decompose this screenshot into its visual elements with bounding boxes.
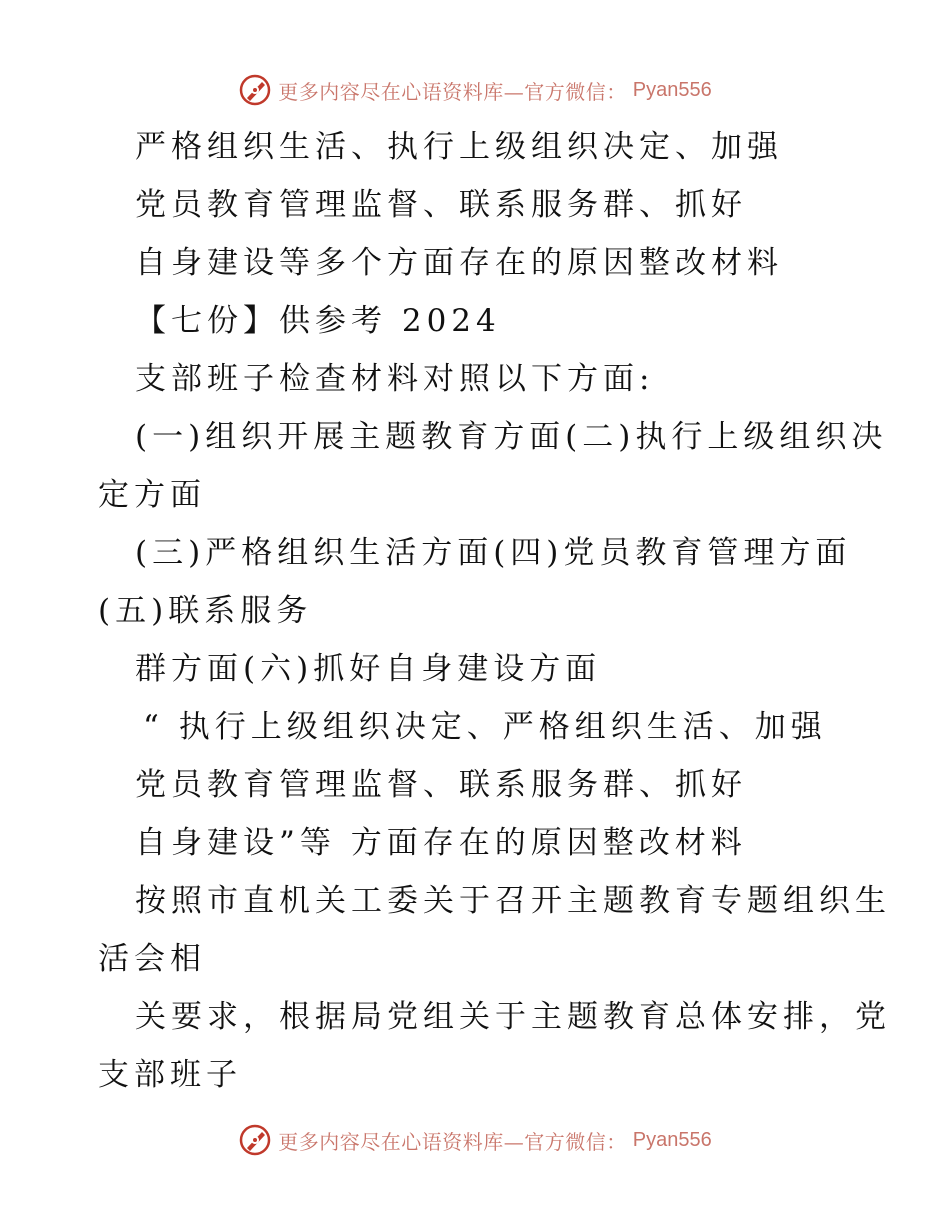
watermark-text: 更多内容尽在心语资料库—官方微信： [278, 1129, 627, 1154]
pen-logo-icon [238, 73, 272, 107]
pen-logo-icon [238, 1123, 272, 1157]
document-body [98, 118, 891, 1104]
text-line: 自身建设”等 方面存在的原因整改材料 [135, 825, 747, 861]
watermark-text: 更多内容尽在心语资料库—官方微信： [278, 79, 627, 104]
text-line: 党员教育管理监督、联系服务群、抓好 [135, 187, 747, 223]
text-line: (五)联系服务 [98, 593, 313, 629]
watermark-handle: Pyan556 [632, 78, 712, 101]
text-line: 自身建设等多个方面存在的原因整改材料 [135, 245, 783, 281]
text-line: 定方面 [98, 477, 206, 513]
text-line: (三)严格组织生活方面(四)党员教育管理方面 [135, 535, 852, 571]
footer-watermark [0, 1122, 950, 1158]
text-line: 【七份】供参考 2024 [135, 303, 501, 339]
watermark-handle: Pyan556 [632, 1128, 712, 1151]
text-line: 按照市直机关工委关于召开主题教育专题组织生 [135, 883, 891, 919]
text-line: (一)组织开展主题教育方面(二)执行上级组织决 [135, 419, 888, 455]
text-line: 群方面(六)抓好自身建设方面 [135, 651, 602, 687]
header-watermark [0, 72, 950, 108]
text-line: 活会相 [98, 941, 206, 977]
text-line: 支部班子 [98, 1057, 242, 1093]
text-line: 严格组织生活、执行上级组织决定、加强 [135, 129, 783, 165]
text-line: 支部班子检查材料对照以下方面: [135, 361, 655, 397]
text-line: “ 执行上级组织决定、严格组织生活、加强 [143, 709, 827, 745]
text-line: 党员教育管理监督、联系服务群、抓好 [135, 767, 747, 803]
text-line: 关要求，根据局党组关于主题教育总体安排，党 [135, 999, 891, 1035]
